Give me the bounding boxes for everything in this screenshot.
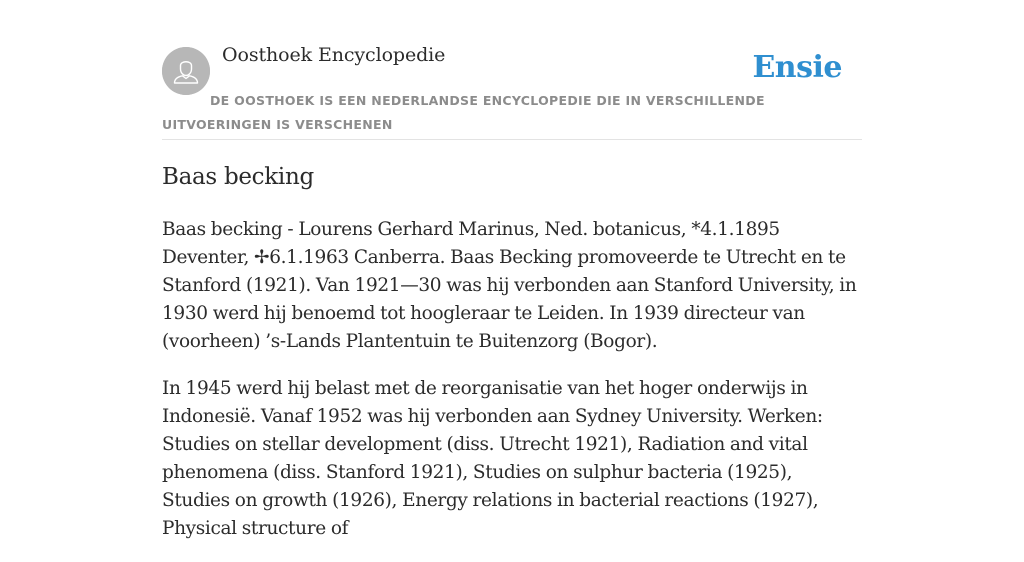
- avatar[interactable]: [162, 47, 210, 95]
- article-title: Baas becking: [162, 164, 314, 190]
- content-column: [162, 0, 862, 539]
- article-paragraph: Baas becking - Lourens Gerhard Marinus, Ned. botanicus, *4.1.1895 Deventer, ✢6.1.1963 Canberra. Baas Becking promoveerde te Utrecht en te Stanford (1921). Van 1921—30 was hij verbonden aan Stanford University, in 1930 werd hij benoemd tot hoogleraar te Leiden. In 1939 directeur van (voorheen) ’s-Lands Plantentuin te Buitenzorg (Bogor).: [162, 219, 857, 352]
- brand-logo[interactable]: Ensie: [752, 50, 842, 85]
- user-icon: [162, 47, 210, 95]
- site-tagline: DE OOSTHOEK IS EEN NEDERLANDSE ENCYCLOPEDIE DIE IN VERSCHILLENDE UITVOERINGEN IS VERSCHENEN: [162, 93, 765, 132]
- article-paragraph: In 1945 werd hij belast met de reorganisatie van het hoger onderwijs in Indonesië. Vanaf 1952 was hij verbonden aan Sydney University. Werken: Studies on stellar development (diss. Utrecht 1921), Radiation and vital phenomena (diss. Stanford 1921), Studies on sulphur bacteria (1925), Studies on growth (1926), Energy relations in bacterial reactions (1927), Physical structure of: [162, 378, 823, 539]
- article-body: [162, 216, 862, 562]
- site-header: [162, 0, 862, 140]
- site-name[interactable]: Oosthoek Encyclopedie: [222, 44, 446, 66]
